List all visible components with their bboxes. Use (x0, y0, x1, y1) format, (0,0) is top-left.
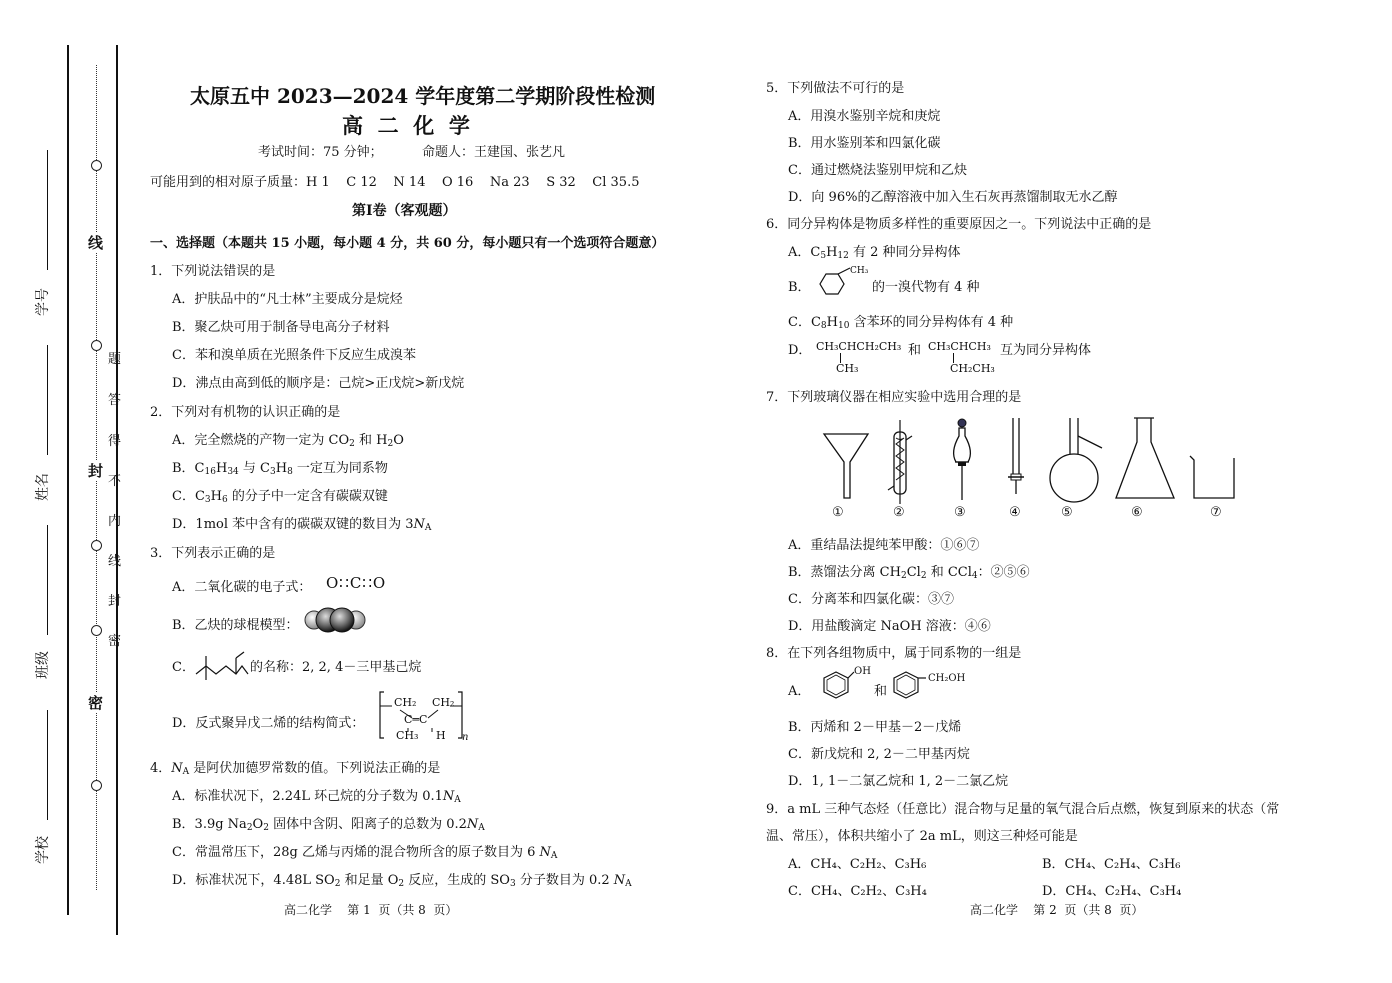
q4-option-c[interactable]: C．常温常压下，28g 乙烯与丙烯的混合物所含的原子数目为 6 $N_A$ (172, 845, 558, 861)
q8-option-d[interactable]: D．1, 1－二氯乙烷和 1, 2－二氯乙烷 (788, 774, 1009, 789)
q5-option-d[interactable]: D．向 96%的乙醇溶液中加入生石灰再蒸馏制取无水乙醇 (788, 190, 1118, 205)
q9-stem-line1: 9．a mL 三种气态烃（任意比）混合物与足量的氧气混合后点燃，恢复到原来的状态（常 (766, 802, 1280, 817)
skeletal-formula-q3c (194, 644, 250, 684)
beaker-icon (1190, 456, 1234, 498)
no-answer-char: 得 (108, 434, 122, 449)
q2-option-d[interactable]: D．1mol 苯中含有的碳碳双键的数目为 $3N_A$ (172, 517, 432, 533)
q5-option-b[interactable]: B．用水鉴别苯和四氯化碳 (788, 136, 941, 151)
name-blank (47, 345, 48, 455)
q7-option-c[interactable]: C．分离苯和四氯化碳：③⑦ (788, 592, 954, 607)
q2-option-c[interactable]: C．$C_3H_6$ 的分子中一定含有碳碳双键 (172, 489, 388, 505)
q3d-ch2-right: CH₂ (432, 696, 455, 709)
no-answer-char: 不 (108, 474, 122, 489)
glassware-row (810, 414, 1250, 510)
glassware-label-2: ② (893, 505, 905, 520)
q6d-formula-2: CH₃CHCH₃ (928, 340, 991, 353)
q3-option-c-label[interactable]: C． (172, 660, 195, 675)
binding-hole (91, 540, 102, 551)
q5-stem: 5．下列做法不可行的是 (766, 81, 905, 96)
q6-option-c[interactable]: C．$C_8H_{10}$ 含苯环的同分异构体有 4 种 (788, 315, 1014, 331)
q6b-ch3: CH₃ (850, 266, 869, 276)
q7-stem: 7．下列玻璃仪器在相应实验中选用合理的是 (766, 390, 1022, 405)
q3-option-a[interactable]: A．二氧化碳的电子式： (172, 580, 312, 595)
distilling-flask-icon (1050, 418, 1102, 502)
label-student-id: 学号 (35, 288, 51, 316)
school-blank (47, 710, 48, 820)
co2-electron-formula: O∷C∷O (326, 574, 387, 592)
q3d-double-bond: C═C (404, 713, 428, 726)
no-answer-char: 题 (108, 352, 122, 367)
q9-option-a[interactable]: A．CH₄、C₂H₂、C₃H₆ (788, 857, 927, 872)
binding-hole (91, 340, 102, 351)
class-blank (47, 525, 48, 635)
q7-option-d[interactable]: D．用盐酸滴定 NaOH 溶液：④⑥ (788, 619, 991, 634)
label-class: 班级 (35, 651, 51, 679)
q2-option-b[interactable]: B．$C_{16}H_{34}$ 与 $C_3H_8$ 一定互为同系物 (172, 461, 388, 477)
q6-option-a[interactable]: A．$C_5H_{12}$ 有 2 种同分异构体 (788, 245, 961, 261)
q3d-ch2-left: CH₂ (394, 696, 417, 709)
margin-rule-outer (67, 45, 69, 915)
q1-stem: 1．下列说法错误的是 (150, 264, 276, 279)
q4-option-b[interactable]: B．3.9g $Na_2O_2$ 固体中含阴、阳离子的总数为 $0.2N_A$ (172, 817, 485, 833)
seal-word-secret: 密 (88, 694, 104, 712)
benzyl-alcohol-structure (886, 668, 926, 704)
q8a-ch2oh: CH₂OH (928, 673, 966, 684)
footer-page-1: 高二化学 第 1 页（共 8 页） (284, 903, 458, 917)
label-school: 学校 (35, 836, 51, 864)
q9-option-b[interactable]: B．CH₄、C₂H₄、C₃H₆ (1042, 857, 1181, 872)
q1-option-d[interactable]: D．沸点由高到低的顺序是：己烷>正戊烷>新戊烷 (172, 376, 465, 391)
glassware-label-6: ⑥ (1131, 505, 1143, 520)
q8-option-b[interactable]: B．丙烯和 2－甲基－2－戊烯 (788, 720, 962, 735)
q8-option-c[interactable]: C．新戊烷和 2, 2－二甲基丙烷 (788, 747, 970, 762)
student-id-blank (47, 150, 48, 270)
glassware-label-5: ⑤ (1061, 505, 1073, 520)
binding-hole (91, 780, 102, 791)
q8a-and: 和 (874, 684, 888, 699)
q6d-formula-1: CH₃CHCH₂CH₃ (816, 340, 902, 353)
seal-word-seal: 封 (88, 462, 104, 480)
subject-title: 高 二 化 学 (342, 113, 470, 138)
q8a-oh: OH (854, 666, 871, 677)
q3-option-b[interactable]: B．乙炔的球棍模型： (172, 618, 299, 633)
q7-option-b[interactable]: B．蒸馏法分离 $CH_2Cl_2$ 和 CCl$_4$：②⑤⑥ (788, 565, 1030, 581)
acetylene-ball-model (304, 606, 366, 634)
q9-stem-line2: 温、常压），体积共缩小了 2a mL，则这三种烃可能是 (766, 829, 1078, 844)
q6-option-d[interactable]: 互为同分异构体 (1000, 343, 1092, 358)
no-answer-char: 内 (108, 514, 122, 529)
volume-title: 第Ⅰ卷（客观题） (352, 203, 457, 219)
condenser-icon (888, 420, 912, 504)
q3-option-c[interactable]: 的名称：2, 2, 4－三甲基己烷 (250, 660, 422, 675)
no-answer-char: 答 (108, 393, 122, 408)
q5-option-a[interactable]: A．用溴水鉴别辛烷和庚烷 (788, 109, 941, 124)
q2-stem: 2．下列对有机物的认识正确的是 (150, 405, 341, 420)
exam-authors: 命题人：王建国、张艺凡 (422, 145, 566, 160)
q3d-n: n (462, 732, 469, 743)
no-answer-char: 封 (108, 594, 122, 609)
q6d-formula-2-branch: CH₂CH₃ (950, 362, 995, 375)
q3-stem: 3．下列表示正确的是 (150, 546, 276, 561)
erlenmeyer-flask-icon (1116, 418, 1174, 498)
q3d-h: H (436, 729, 446, 742)
q4-option-a[interactable]: A．标准状况下，2.24L 环己烷的分子数为 $0.1N_A$ (172, 789, 461, 805)
q5-option-c[interactable]: C．通过燃烧法鉴别甲烷和乙炔 (788, 163, 967, 178)
seal-word-line: 线 (88, 234, 104, 252)
q1-option-b[interactable]: B．聚乙炔可用于制备导电高分子材料 (172, 320, 390, 335)
no-answer-char: 密 (108, 634, 122, 649)
q6-stem: 6．同分异构体是物质多样性的重要原因之一。下列说法中正确的是 (766, 217, 1152, 232)
q6d-and: 和 (908, 343, 922, 358)
q6d-formula-1-branch: CH₃ (836, 362, 859, 375)
q8-option-a-label[interactable]: A． (788, 684, 811, 699)
no-answer-char: 线 (108, 554, 122, 569)
q7-option-a[interactable]: A．重结晶法提纯苯甲酸：①⑥⑦ (788, 538, 980, 553)
section-title: 一、选择题（本题共 15 小题，每小题 4 分，共 60 分，每小题只有一个选项符合题意） (150, 236, 665, 251)
q6-option-d-label[interactable]: D． (788, 343, 812, 358)
q9-option-d[interactable]: D．CH₄、C₂H₄、C₃H₄ (1042, 884, 1182, 899)
q4-option-d[interactable]: D．标准状况下，4.48L $SO_2$ 和足量 $O_2$ 反应，生成的 $SO_3$ 分子数目为 0.2 $N_A$ (172, 873, 632, 889)
q3-option-d[interactable]: D．反式聚异戊二烯的结构简式： (172, 716, 365, 731)
burette-icon (1008, 418, 1024, 494)
glassware-label-7: ⑦ (1210, 505, 1222, 520)
q3d-ch3: CH₃ (396, 729, 419, 742)
q1-option-c[interactable]: C．苯和溴单质在光照条件下反应生成溴苯 (172, 348, 416, 363)
q4-stem: 4．$N_A$ 是阿伏加德罗常数的值。下列说法正确的是 (150, 761, 441, 777)
phenol-structure (814, 668, 854, 704)
q2-option-a[interactable]: A．完全燃烧的产物一定为 $CO_2$ 和 $H_2O$ (172, 433, 404, 449)
exam-time: 考试时间：75 分钟； (258, 145, 383, 160)
exam-title: 太原五中 2023—2024 学年度第二学期阶段性检测 (190, 84, 656, 108)
binding-hole (91, 625, 102, 636)
atomic-masses: 可能用到的相对原子质量：H 1 C 12 N 14 O 16 Na 23 S 32 Cl 35.5 (150, 175, 640, 190)
q8-stem: 8．在下列各组物质中，属于同系物的一组是 (766, 646, 1022, 661)
q1-option-a[interactable]: A．护肤品中的“凡士林”主要成分是烷烃 (172, 292, 403, 307)
binding-hole (91, 160, 102, 171)
separatory-funnel-icon (954, 419, 971, 500)
q9-option-c[interactable]: C．CH₄、C₂H₂、C₃H₄ (788, 884, 927, 899)
glassware-label-4: ④ (1009, 505, 1021, 520)
q6-option-b[interactable]: 的一溴代物有 4 种 (872, 280, 980, 295)
glassware-label-1: ① (832, 505, 844, 520)
glassware-label-3: ③ (954, 505, 966, 520)
footer-page-2: 高二化学 第 2 页（共 8 页） (970, 903, 1144, 917)
funnel-icon (824, 434, 868, 498)
label-name: 姓名 (35, 473, 51, 501)
margin-rule-inner (116, 45, 118, 935)
q6-option-b-label[interactable]: B． (788, 280, 811, 295)
